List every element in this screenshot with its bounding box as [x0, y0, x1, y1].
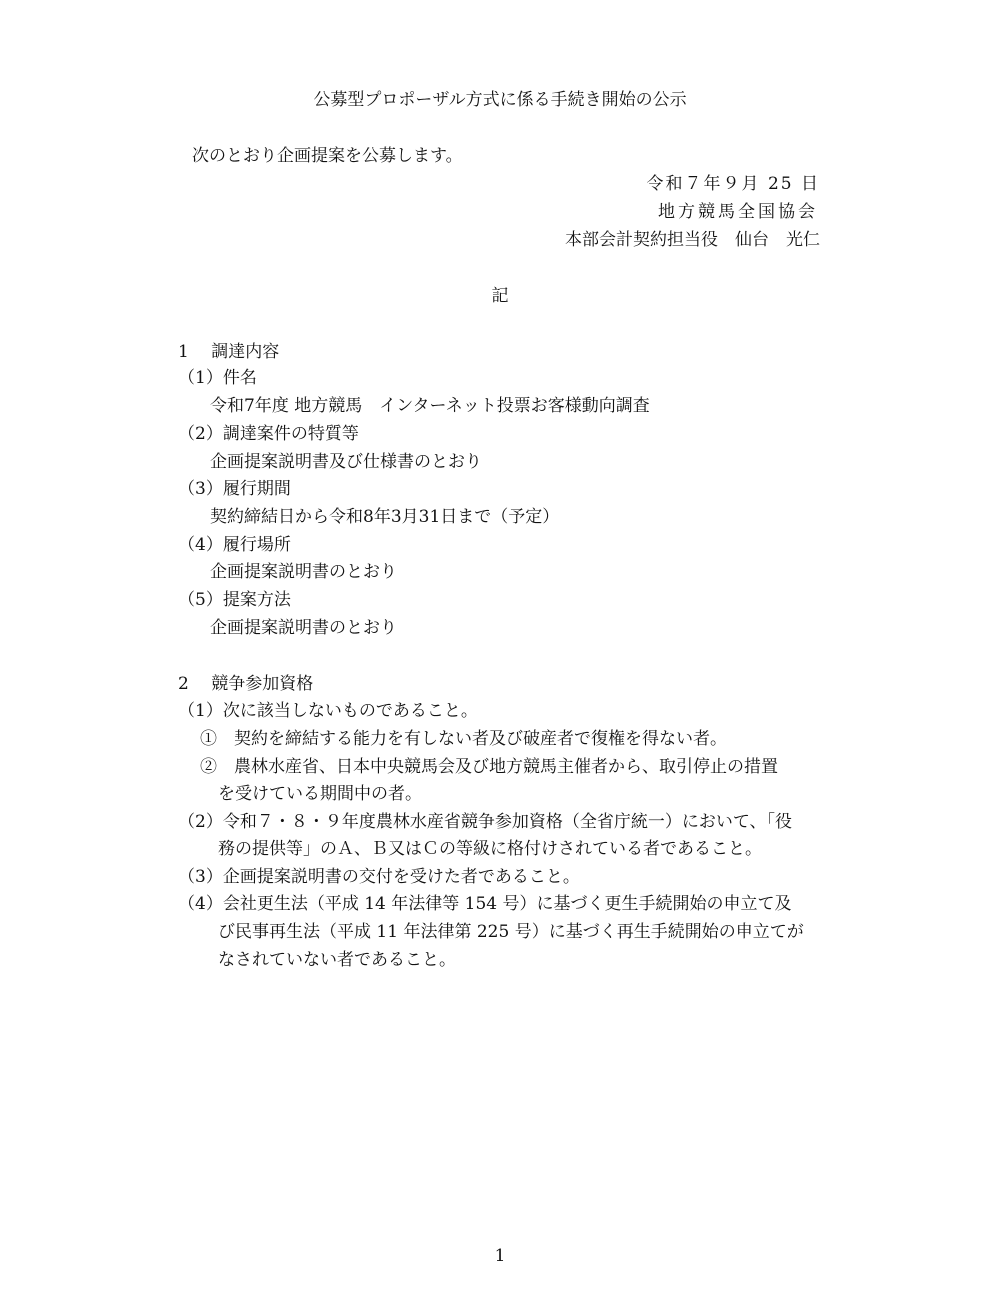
section2-sub-2: ② 農林水産省、日本中央競馬会及び地方競馬主催者から、取引停止の措置: [200, 757, 778, 777]
section2-item-3: （3）企画提案説明書の交付を受けた者であること。: [178, 867, 580, 887]
section1-item-body: 企画提案説明書のとおり: [210, 618, 397, 638]
section2-item-2: （2）令和７・８・９年度農林水産省競争参加資格（全省庁統一）において、「役: [178, 812, 792, 832]
section1-item-label: （5）提案方法: [178, 590, 291, 610]
ki-marker: 記: [491, 286, 509, 306]
section1-item-label: （2）調達案件の特質等: [178, 424, 359, 444]
organization-name: 地方競馬全国協会: [658, 202, 818, 222]
intro-text: 次のとおり企画提案を公募します。: [192, 146, 463, 166]
official-name: 本部会計契約担当役 仙台 光仁: [565, 230, 820, 250]
section1-item-label: （3）履行期間: [178, 479, 291, 499]
section1-item-body: 企画提案説明書のとおり: [210, 562, 397, 582]
section2-item-2-cont: 務の提供等」のＡ、Ｂ又はＣの等級に格付けされている者であること。: [218, 839, 762, 859]
section2-sub-2-cont: を受けている期間中の者。: [218, 784, 422, 804]
section1-item-label: （1）件名: [178, 368, 257, 388]
section2-item-4: （4）会社更生法（平成 14 年法律等 154 号）に基づく更生手続開始の申立て及: [178, 894, 792, 914]
section1-item-label: （4）履行場所: [178, 535, 291, 555]
section1-item-body: 令和7年度 地方競馬 インターネット投票お客様動向調査: [210, 396, 650, 416]
section2-item-1: （1）次に該当しないものであること。: [178, 701, 478, 721]
section1-item-body: 契約締結日から令和8年3月31日まで（予定）: [210, 507, 560, 527]
issue-date: 令和７年９月 25 日: [646, 174, 820, 194]
section1-heading: 1 調達内容: [178, 342, 280, 362]
section2-item-4-cont: なされていない者であること。: [218, 950, 456, 970]
section2-sub-1: ① 契約を締結する能力を有しない者及び破産者で復権を得ない者。: [200, 729, 727, 749]
document-title: 公募型プロポーザル方式に係る手続き開始の公示: [313, 90, 687, 110]
section2-heading: 2 競争参加資格: [178, 674, 314, 694]
section1-item-body: 企画提案説明書及び仕様書のとおり: [210, 452, 482, 472]
section2-item-4-cont: び民事再生法（平成 11 年法律第 225 号）に基づく再生手続開始の申立てが: [218, 922, 804, 942]
page-number: 1: [494, 1246, 506, 1266]
